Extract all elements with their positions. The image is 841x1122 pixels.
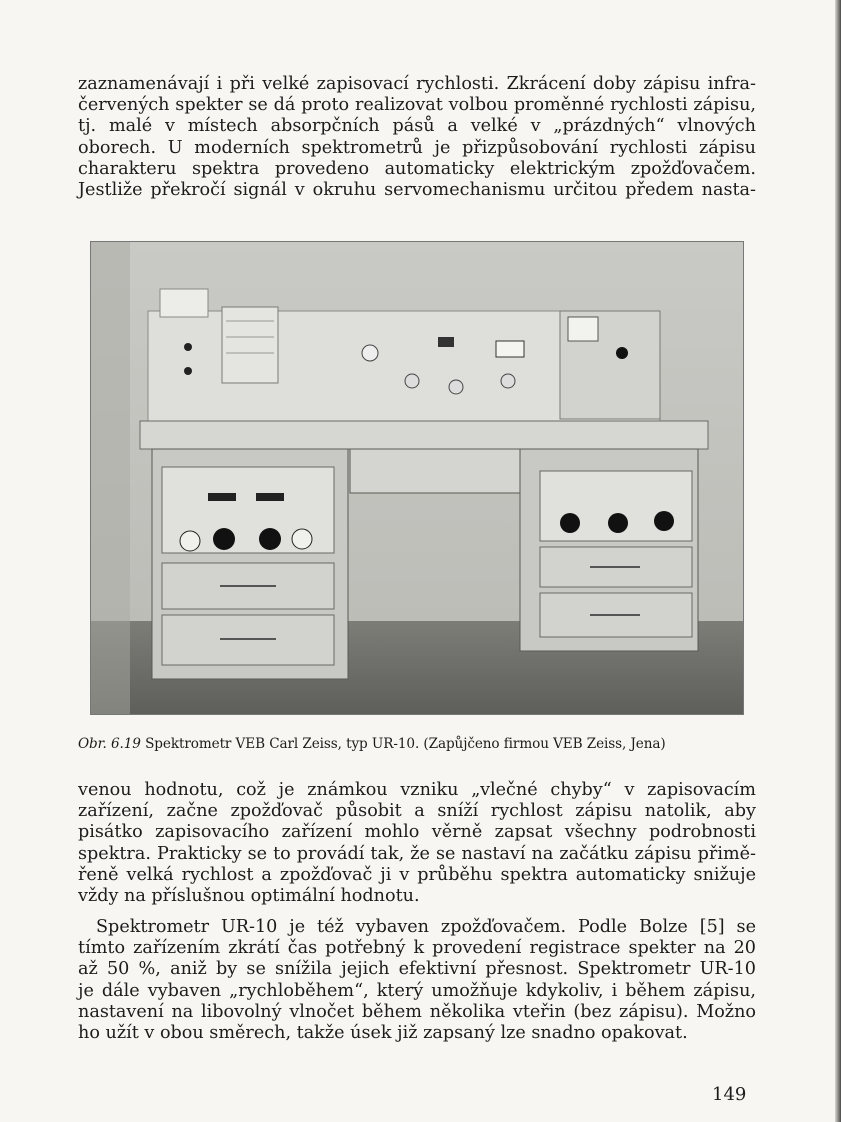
page-number: 149 [712, 1084, 747, 1105]
text-line: tj. malé v místech absorpčních pásů a velké v „prázdných“ vlnových [78, 116, 756, 137]
paragraph-middle [78, 780, 756, 907]
text-line: pisátko zapisovacího zařízení mohlo věrně zapsat všechny podrobnosti [78, 822, 756, 843]
figure-label: Obr. 6.19 [78, 736, 141, 752]
paragraph-top [78, 74, 756, 201]
text-line: řeně velká rychlost a zpožďovač ji v průběhu spektra automaticky snižuje [78, 864, 756, 885]
text-line: červených spekter se dá proto realizovat volbou proměnné rychlosti zápisu, [78, 95, 756, 116]
text-line: zaznamenávají i při velké zapisovací rychlosti. Zkrácení doby zápisu infra- [78, 74, 756, 94]
text-line: spektra. Prakticky se to provádí tak, že se nastaví na začátku zápisu přimě- [78, 843, 756, 864]
text-line: tímto zařízením zkrátí čas potřebný k provedení registrace spekter na 20 [78, 938, 756, 959]
text-line: ho užít v obou směrech, takže úsek již zapsaný lze snadno opakovat. [78, 1023, 688, 1044]
figure-caption [78, 736, 758, 752]
text-line: Spektrometr UR-10 je též vybaven zpožďovačem. Podle Bolze [5] se [96, 917, 756, 937]
text-line: oborech. U moderních spektrometrů je přizpůsobování rychlosti zápisu [78, 137, 756, 158]
text-line: venou hodnotu, což je známkou vzniku „vlečné chyby“ v zapisovacím [78, 780, 756, 800]
text-line: zařízení, začne zpožďovač působit a sníží rychlost zápisu natolik, aby [78, 801, 756, 822]
spectrometer-photo [90, 241, 744, 715]
text-line: až 50 %, aniž by se snížila jejich efektivní přesnost. Spektrometr UR-10 [78, 959, 756, 980]
page-edge-shadow [835, 0, 841, 1122]
text-line: je dále vybaven „rychloběhem“, který umožňuje kdykoliv, i během zápisu, [78, 980, 756, 1001]
paragraph-bottom [78, 917, 756, 1044]
figure-caption-text: Spektrometr VEB Carl Zeiss, typ UR-10. (Zapůjčeno firmou VEB Zeiss, Jena) [140, 736, 666, 752]
text-line: vždy na příslušnou optimální hodnotu. [78, 886, 420, 907]
desk-top [140, 421, 708, 449]
spectrometer-illustration [90, 241, 744, 715]
text-line: charakteru spektra provedeno automaticky elektrickým zpožďovačem. [78, 158, 756, 179]
text-line: nastavení na libovolný vlnočet během několika vteřin (bez zápisu). Možno [78, 1001, 756, 1022]
text-line: Jestliže překročí signál v okruhu servomechanismu určitou předem nasta- [78, 180, 756, 201]
